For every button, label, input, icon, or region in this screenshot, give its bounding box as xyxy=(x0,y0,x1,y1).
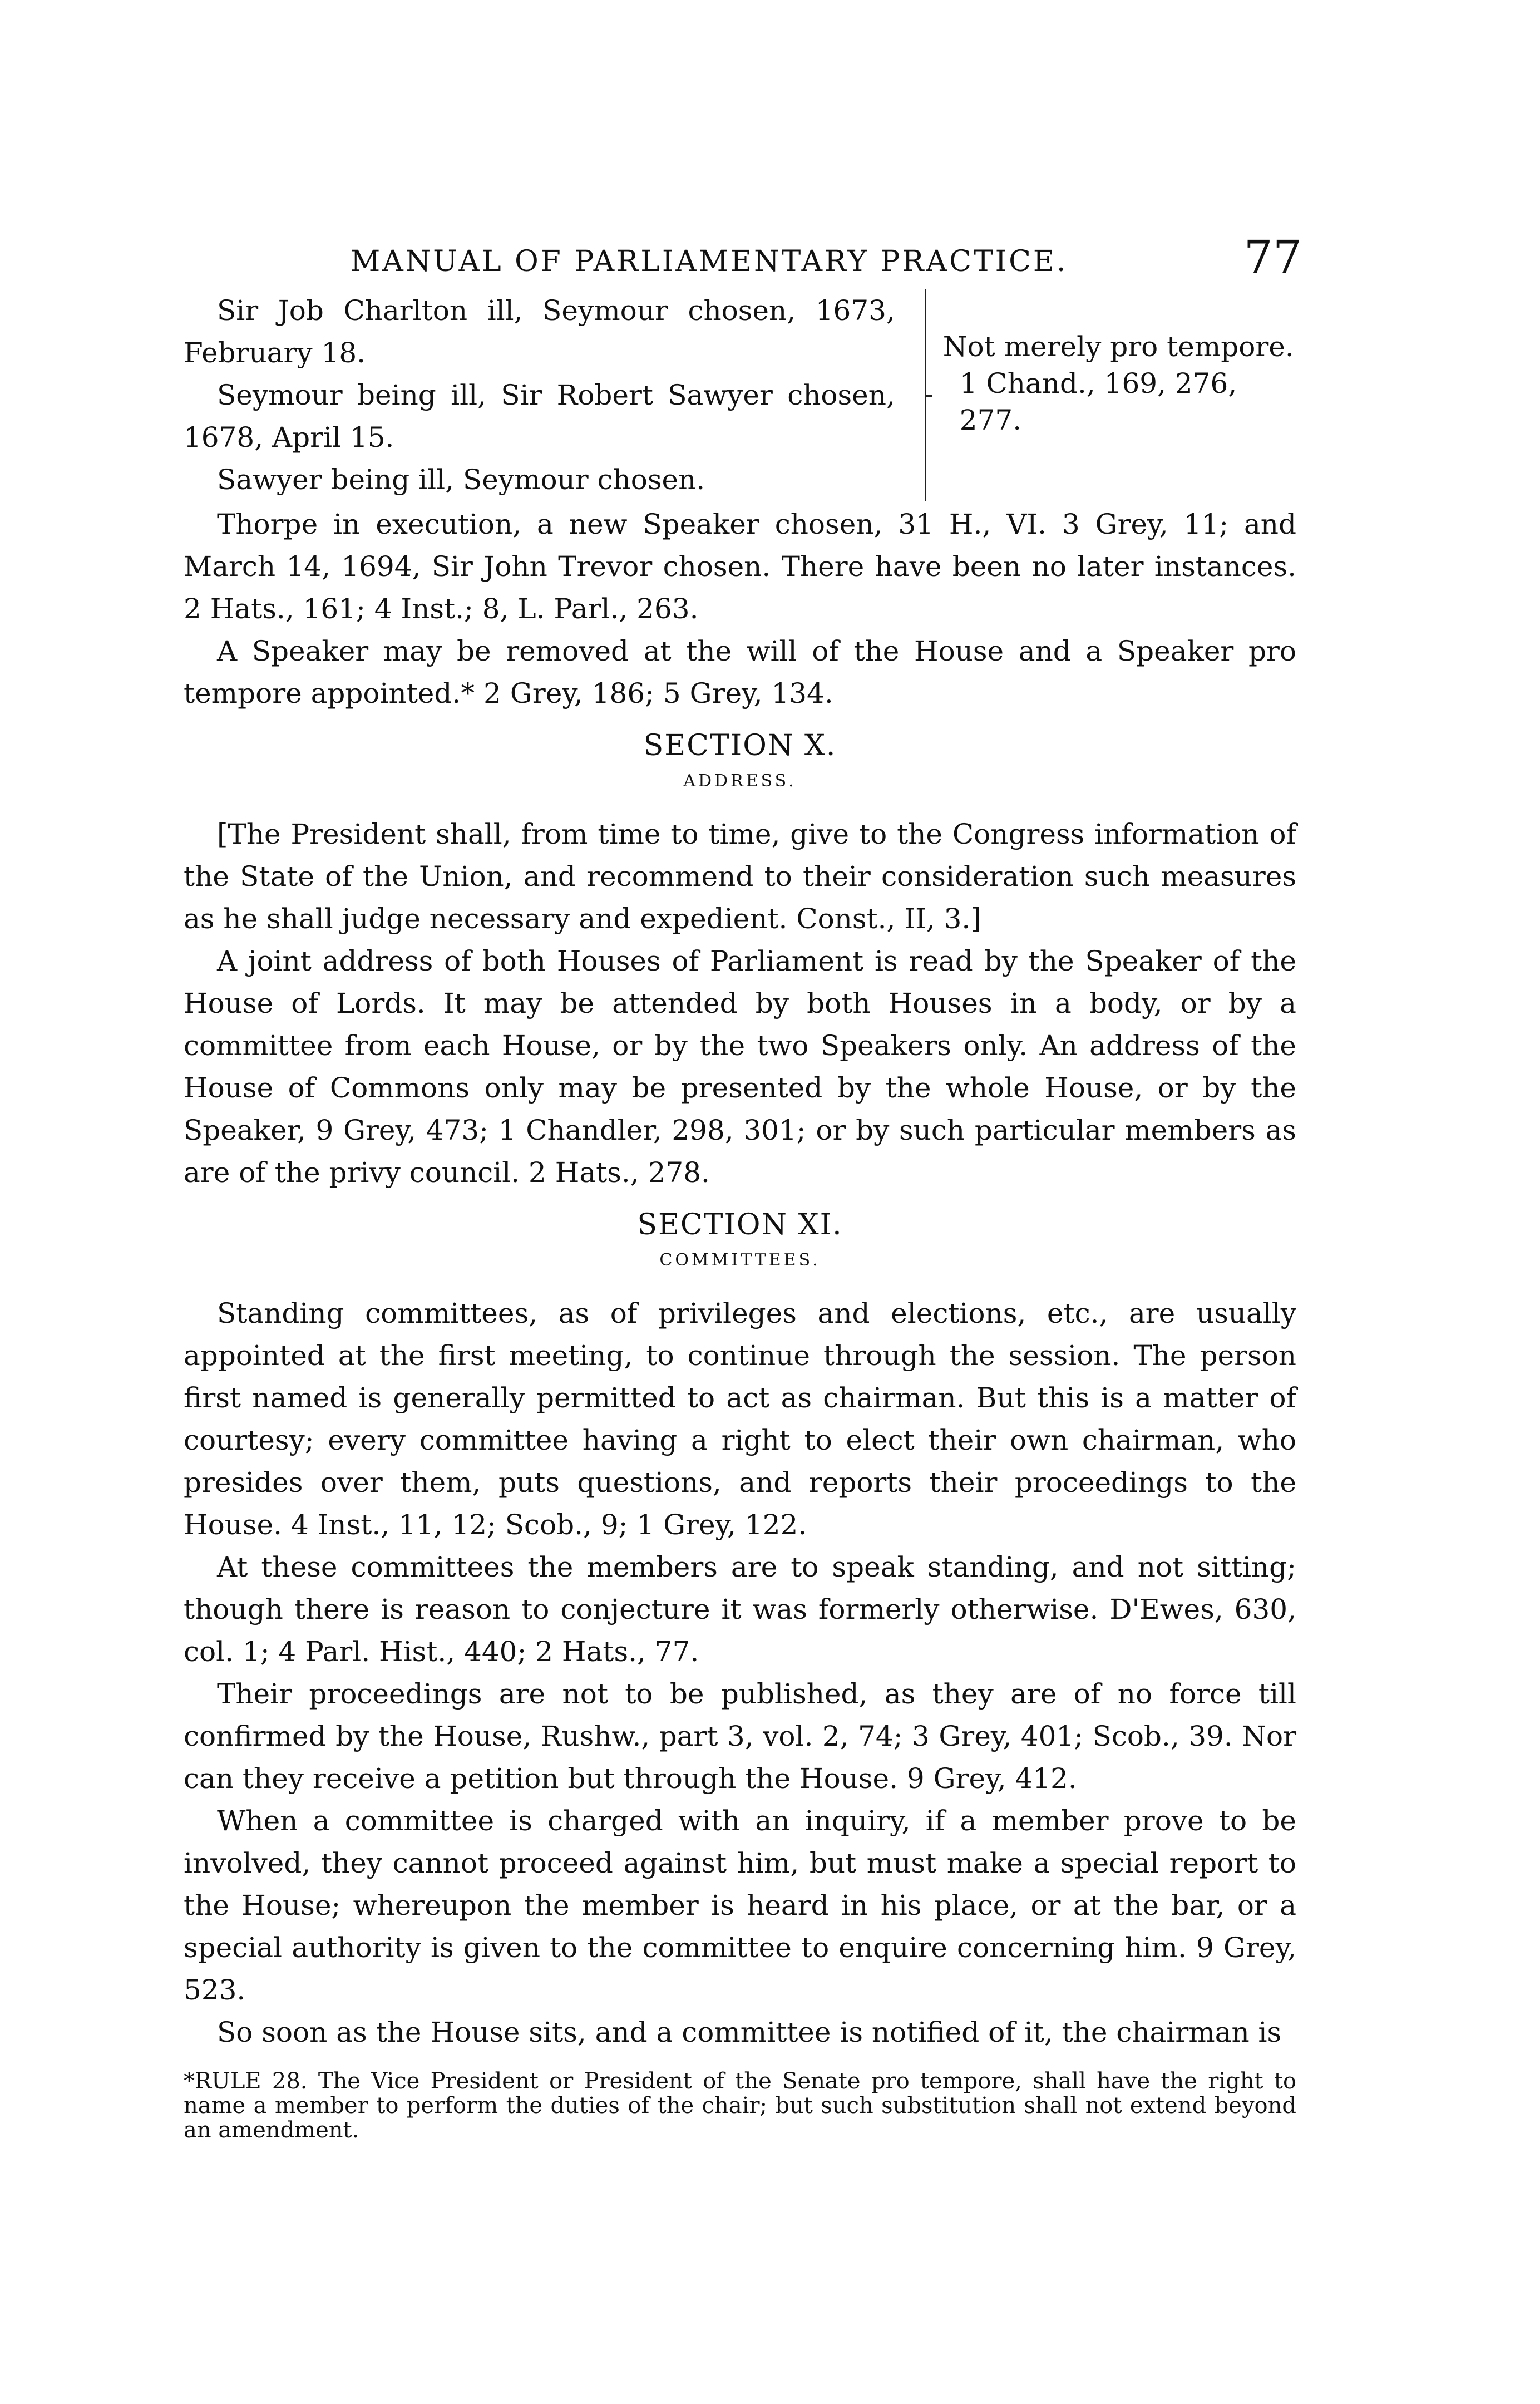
curly-brace xyxy=(906,289,926,501)
footnote-text: The Vice President or President of the Senate pro tempore, shall have the right to name a member to perform the duties of the chair; but such substitution shall not extend beyond an amendment. xyxy=(184,2068,1297,2143)
bracket-line: Seymour being ill, Sir Robert Sawyer chosen, 1678, April 15. xyxy=(184,379,895,454)
speaker-bracket-block xyxy=(184,289,1296,501)
section-title: SECTION XI. xyxy=(637,1208,843,1242)
section-subtitle: COMMITTEES. xyxy=(659,1250,821,1270)
paragraph: Standing committees, as of privileges and elections, etc., are usually appointed at the first meeting, to continue through the session. The person first named is generally permitted to act as chairman. But this is a matter of courtesy; every committee having a right to elect their own chairman, who presides over them, puts questions, and reports their proceedings to the House. 4 Inst., 11, 12; Scob., 9; 1 Grey, 122. xyxy=(184,1297,1296,1541)
section-title: SECTION X. xyxy=(643,729,837,762)
section-subtitle: ADDRESS. xyxy=(683,771,797,791)
paragraph: Their proceedings are not to be published, as they are of no force till confirmed by the House, Rushw., part 3, vol. 2, 74; 3 Grey, 401; Scob., 39. Nor can they receive a petition but through the House. 9 Grey, 412. xyxy=(184,1678,1296,1795)
paragraph: A Speaker may be removed at the will of the House and a Speaker pro tempore appointed.* 2 Grey, 186; 5 Grey, 134. xyxy=(184,635,1296,710)
bracket-line: Sawyer being ill, Seymour chosen. xyxy=(217,464,705,496)
bracket-line: Sir Job Charlton ill, Seymour chosen, 1673, February 18. xyxy=(184,294,895,369)
footnote-mark: *RULE 28. xyxy=(184,2068,308,2094)
page-number: 77 xyxy=(1243,231,1302,284)
footnote xyxy=(184,2069,1296,2142)
book-page xyxy=(184,223,1302,2143)
paragraph: A joint address of both Houses of Parliament is read by the Speaker of the House of Lords. It may be attended by both Houses in a body, or by a committee from each House, or by the two Speakers only. An address of the House of Commons only may be presented by the whole House, or by the Speaker, 9 Grey, 473; 1 Chandler, 298, 301; or by such particular members as are of the privy council. 2 Hats., 278. xyxy=(184,945,1296,1189)
side-note-text: Not merely pro tempore. xyxy=(942,331,1294,363)
page-header xyxy=(184,223,1302,289)
paragraph: So soon as the House sits, and a committee is notified of it, the chairman is xyxy=(217,2016,1282,2048)
side-note-reference: 1 Chand., 169, 276, 277. xyxy=(959,367,1237,436)
paragraph: [The President shall, from time to time, give to the Congress information of the State of the Union, and recommend to their consideration such measures as he shall judge necessary and expedient. Const., II, 3.] xyxy=(184,818,1296,935)
paragraph: Thorpe in execution, a new Speaker chosen, 31 H., VI. 3 Grey, 11; and March 14, 1694, Sir John Trevor chosen. There have been no later instances. 2 Hats., 161; 4 Inst.; 8, L. Parl., 263. xyxy=(184,508,1296,625)
paragraph: When a committee is charged with an inquiry, if a member prove to be involved, they cannot proceed against him, but must make a special report to the House; whereupon the member is heard in his place, or at the bar, or a special authority is given to the committee to enquire concerning him. 9 Grey, 523. xyxy=(184,1805,1296,2006)
bracket-side-note xyxy=(943,289,1296,501)
running-title: MANUAL OF PARLIAMENTARY PRACTICE. xyxy=(351,245,1068,278)
paragraph: At these committees the members are to speak standing, and not sitting; though there is reason to conjecture it was formerly otherwise. D'Ewes, 630, col. 1; 4 Parl. Hist., 440; 2 Hats., 77. xyxy=(184,1551,1296,1668)
bracket-left-column xyxy=(184,289,895,501)
